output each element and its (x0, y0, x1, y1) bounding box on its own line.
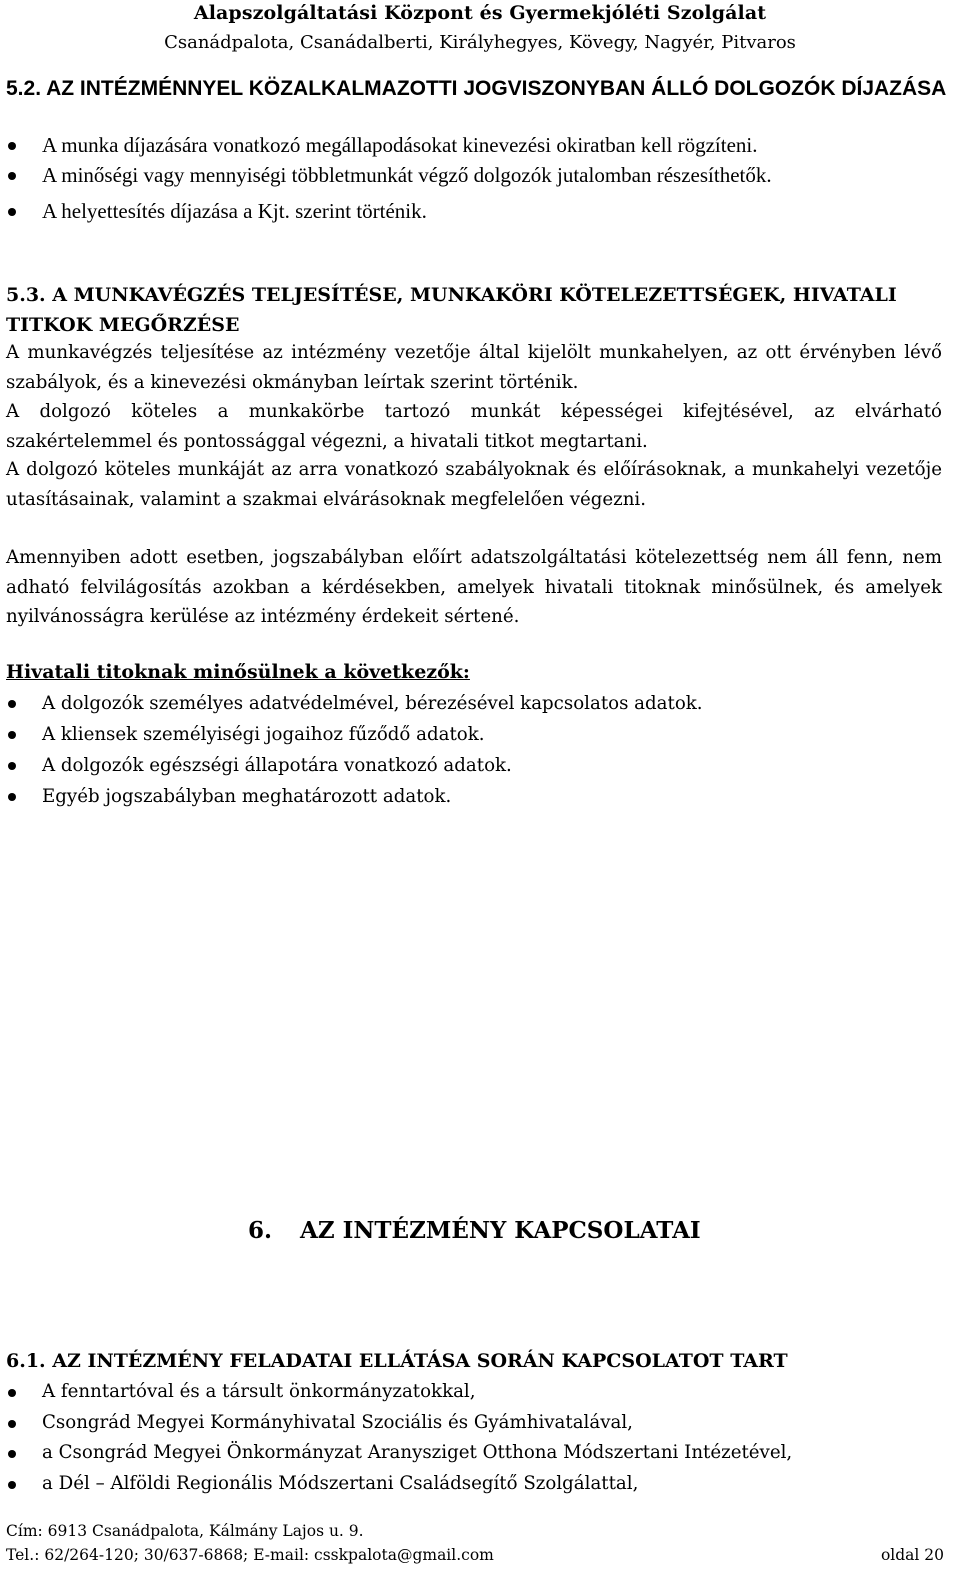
list-item (6, 1438, 950, 1469)
section-5-2-list (6, 130, 950, 226)
list-item-text: Egyéb jogszabályban meghatározott adatok. (42, 786, 452, 807)
bullet-icon (8, 700, 16, 708)
chapter-title: AZ INTÉZMÉNY KAPCSOLATAI (300, 1217, 701, 1244)
footer-contact: Tel.: 62/264-120; 30/637-6868; E-mail: csskpalota@gmail.com (6, 1546, 494, 1564)
bullet-icon (8, 1481, 16, 1489)
list-item (6, 1377, 950, 1408)
list-item-text: A minőségi vagy mennyiségi többletmunkát végző dolgozók jutalomban részesíthetők. (42, 163, 772, 187)
paragraph: Amennyiben adott esetben, jogszabályban előírt adatszolgáltatási kötelezettség nem áll fenn, nem adható felvilágosítás azokban a kérdésekben, amelyek hivatali titoknak minősülnek, és amelyek nyilvánosságra kerülése az intézmény érdekeit sértené. (6, 547, 942, 627)
list-item-text: A kliensek személyiségi jogaihoz fűződő adatok. (42, 724, 485, 745)
bullet-icon (8, 1450, 16, 1458)
paragraph: A dolgozó köteles a munkakörbe tartozó munkát képességei kifejtésével, az elvárható szakértelemmel és pontossággal végezni, a hivatali titkot megtartani. (6, 401, 942, 452)
footer-contact-row (6, 1544, 944, 1566)
list-item-text: a Dél – Alföldi Regionális Módszertani Családsegítő Szolgálattal, (42, 1472, 639, 1494)
list-item-text: A dolgozók személyes adatvédelmével, bérezésével kapcsolatos adatok. (42, 693, 703, 714)
section-6-1-list (6, 1377, 950, 1499)
section-5-3-title: 5.3. A MUNKAVÉGZÉS TELJESÍTÉSE, MUNKAKÖRI KÖTELEZETTSÉGEK, HIVATALI TITKOK MEGŐRZÉSE (6, 284, 897, 336)
footer-address: Cím: 6913 Csanádpalota, Kálmány Lajos u. 9. (6, 1522, 364, 1540)
chapter-number: 6. (248, 1217, 273, 1244)
list-item (6, 781, 950, 812)
list-item (6, 750, 950, 781)
bullet-icon (8, 1420, 16, 1428)
secrets-list (6, 688, 950, 812)
list-item-text: a Csongrád Megyei Önkormányzat Aranysziget Otthona Módszertani Intézetével, (42, 1442, 793, 1463)
header-municipalities: Csanádpalota, Csanádalberti, Királyhegyes, Kövegy, Nagyér, Pitvaros (164, 32, 796, 53)
page-number: oldal 20 (880, 1546, 944, 1564)
bullet-icon (8, 208, 16, 216)
list-item-text: A dolgozók egészségi állapotára vonatkozó adatok. (42, 755, 512, 776)
paragraph: A dolgozó köteles munkáját az arra vonatkozó szabályoknak és előírásoknak, a munkahelyi vezetője utasításainak, valamint a szakmai elvárásoknak megfelelően végezni. (6, 459, 942, 510)
paragraph: A munkavégzés teljesítése az intézmény vezetője által kijelölt munkahelyen, az ott érvényben lévő szabályok, és a kinevezési okmányban leírtak szerint történik. (6, 342, 942, 393)
list-item (6, 196, 950, 226)
list-item (6, 688, 950, 719)
header-institution-name: Alapszolgáltatási Központ és Gyermekjóléti Szolgálat (193, 2, 767, 24)
bullet-icon (8, 762, 16, 770)
bullet-icon (8, 1389, 16, 1397)
list-item (6, 719, 950, 750)
bullet-icon (8, 142, 16, 150)
section-6-1-title: 6.1. AZ INTÉZMÉNY FELADATAI ELLÁTÁSA SORÁN KAPCSOLATOT TART (6, 1350, 788, 1372)
section-5-2-title: 5.2. AZ INTÉZMÉNNYEL KÖZALKALMAZOTTI JOGVISZONYBAN ÁLLÓ DOLGOZÓK DÍJAZÁSA (6, 77, 947, 100)
secrets-heading: Hivatali titoknak minősülnek a következők: (6, 661, 470, 683)
bullet-icon (8, 731, 16, 739)
list-item (6, 1408, 950, 1439)
list-item (6, 1469, 950, 1500)
list-item-text: Csongrád Megyei Kormányhivatal Szociális és Gyámhivatalával, (42, 1411, 633, 1433)
list-item-text: A helyettesítés díjazása a Kjt. szerint történik. (42, 199, 427, 223)
list-item-text: A munka díjazására vonatkozó megállapodásokat kinevezési okiratban kell rögzíteni. (42, 133, 758, 157)
chapter-6-heading (248, 1214, 701, 1248)
bullet-icon (8, 793, 16, 801)
bullet-icon (8, 172, 16, 180)
list-item (6, 160, 950, 190)
list-item (6, 130, 950, 160)
list-item-text: A fenntartóval és a társult önkormányzatokkal, (42, 1381, 476, 1402)
